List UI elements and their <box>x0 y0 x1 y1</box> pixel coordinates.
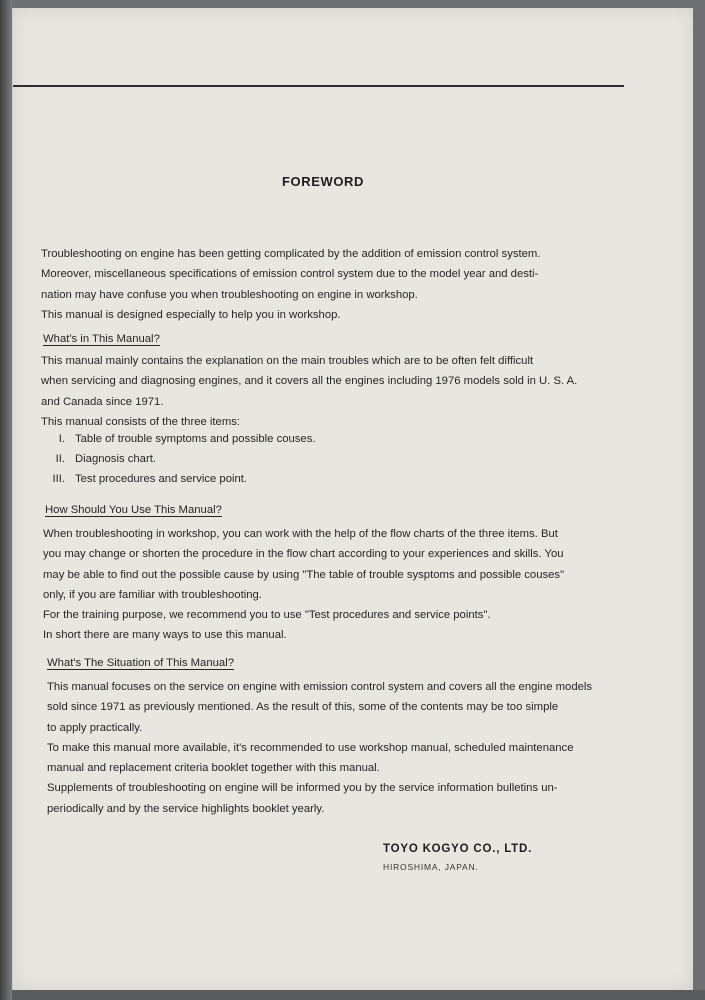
section3-line: Supplements of troubleshooting on engine will be informed you by the service information bulletins un- <box>47 782 558 795</box>
section3-line: periodically and by the service highlights booklet yearly. <box>47 802 325 815</box>
section2-line: may be able to find out the possible cause by using "The table of trouble sysptoms and possible couses" <box>43 568 565 581</box>
intro-line: nation may have confuse you when troubleshooting on engine in workshop. <box>41 288 418 301</box>
list-item <box>41 430 601 450</box>
section2-line: In short there are many ways to use this manual. <box>43 629 287 642</box>
section3-line: to apply practically. <box>47 721 143 734</box>
section1-line: when servicing and diagnosing engines, and it covers all the engines including 1976 models sold in U. S. A. <box>41 375 578 388</box>
intro-line: Troubleshooting on engine has been getting complicated by the addition of emission control system. <box>41 248 541 260</box>
items-list <box>41 430 601 489</box>
section-heading-whats-in: What's in This Manual? <box>43 333 160 345</box>
company-name: TOYO KOGYO CO., LTD. <box>383 843 533 855</box>
section2-paragraph <box>43 524 625 646</box>
list-item-text: Table of trouble symptoms and possible couses. <box>75 433 316 445</box>
list-item-text: Diagnosis chart. <box>75 452 156 465</box>
list-item-text: Test procedures and service point. <box>75 472 248 485</box>
section2-line: only, if you are familiar with troubleshooting. <box>43 588 262 601</box>
list-item-number: I. <box>58 433 65 445</box>
list-item <box>41 450 601 470</box>
section2-line: For the training purpose, we recommend you to use "Test procedures and service points". <box>43 609 491 622</box>
section1-line: and Canada since 1971. <box>41 395 164 408</box>
list-item-number: II. <box>55 452 65 465</box>
list-item <box>41 470 601 490</box>
section-heading-situation: What's The Situation of This Manual? <box>47 657 234 669</box>
section3-line: sold since 1971 as previously mentioned. As the result of this, some of the contents may be too simple <box>47 701 559 714</box>
document-page <box>12 8 693 990</box>
page-title: FOREWORD <box>281 174 365 189</box>
section3-paragraph <box>47 677 627 819</box>
page-bottom-shadow <box>12 990 705 1000</box>
section1-line: This manual mainly contains the explanation on the main troubles which are to be often felt difficult <box>41 355 534 367</box>
intro-line: Moreover, miscellaneous specifications of emission control system due to the model year and desti- <box>41 268 539 281</box>
page-edge <box>0 0 12 1000</box>
intro-paragraph <box>41 244 623 325</box>
section-heading-how-to-use: How Should You Use This Manual? <box>45 504 222 516</box>
company-location: HIROSHIMA, JAPAN. <box>383 862 479 872</box>
section1-line: This manual consists of the three items: <box>41 415 241 428</box>
section3-line: This manual focuses on the service on engine with emission control system and covers all the engine models <box>47 681 593 693</box>
section2-line: you may change or shorten the procedure in the flow chart according to your experiences and skills. You <box>43 548 564 561</box>
section3-line: manual and replacement criteria booklet together with this manual. <box>47 762 380 775</box>
section2-line: When troubleshooting in workshop, you can work with the help of the flow charts of the three items. But <box>43 528 558 540</box>
section3-line: To make this manual more available, it's recommended to use workshop manual, scheduled maintenance <box>47 741 574 754</box>
top-rule <box>13 85 624 87</box>
list-item-number: III. <box>52 472 65 485</box>
intro-line: This manual is designed especially to help you in workshop. <box>41 308 341 321</box>
section1-paragraph <box>41 351 623 432</box>
